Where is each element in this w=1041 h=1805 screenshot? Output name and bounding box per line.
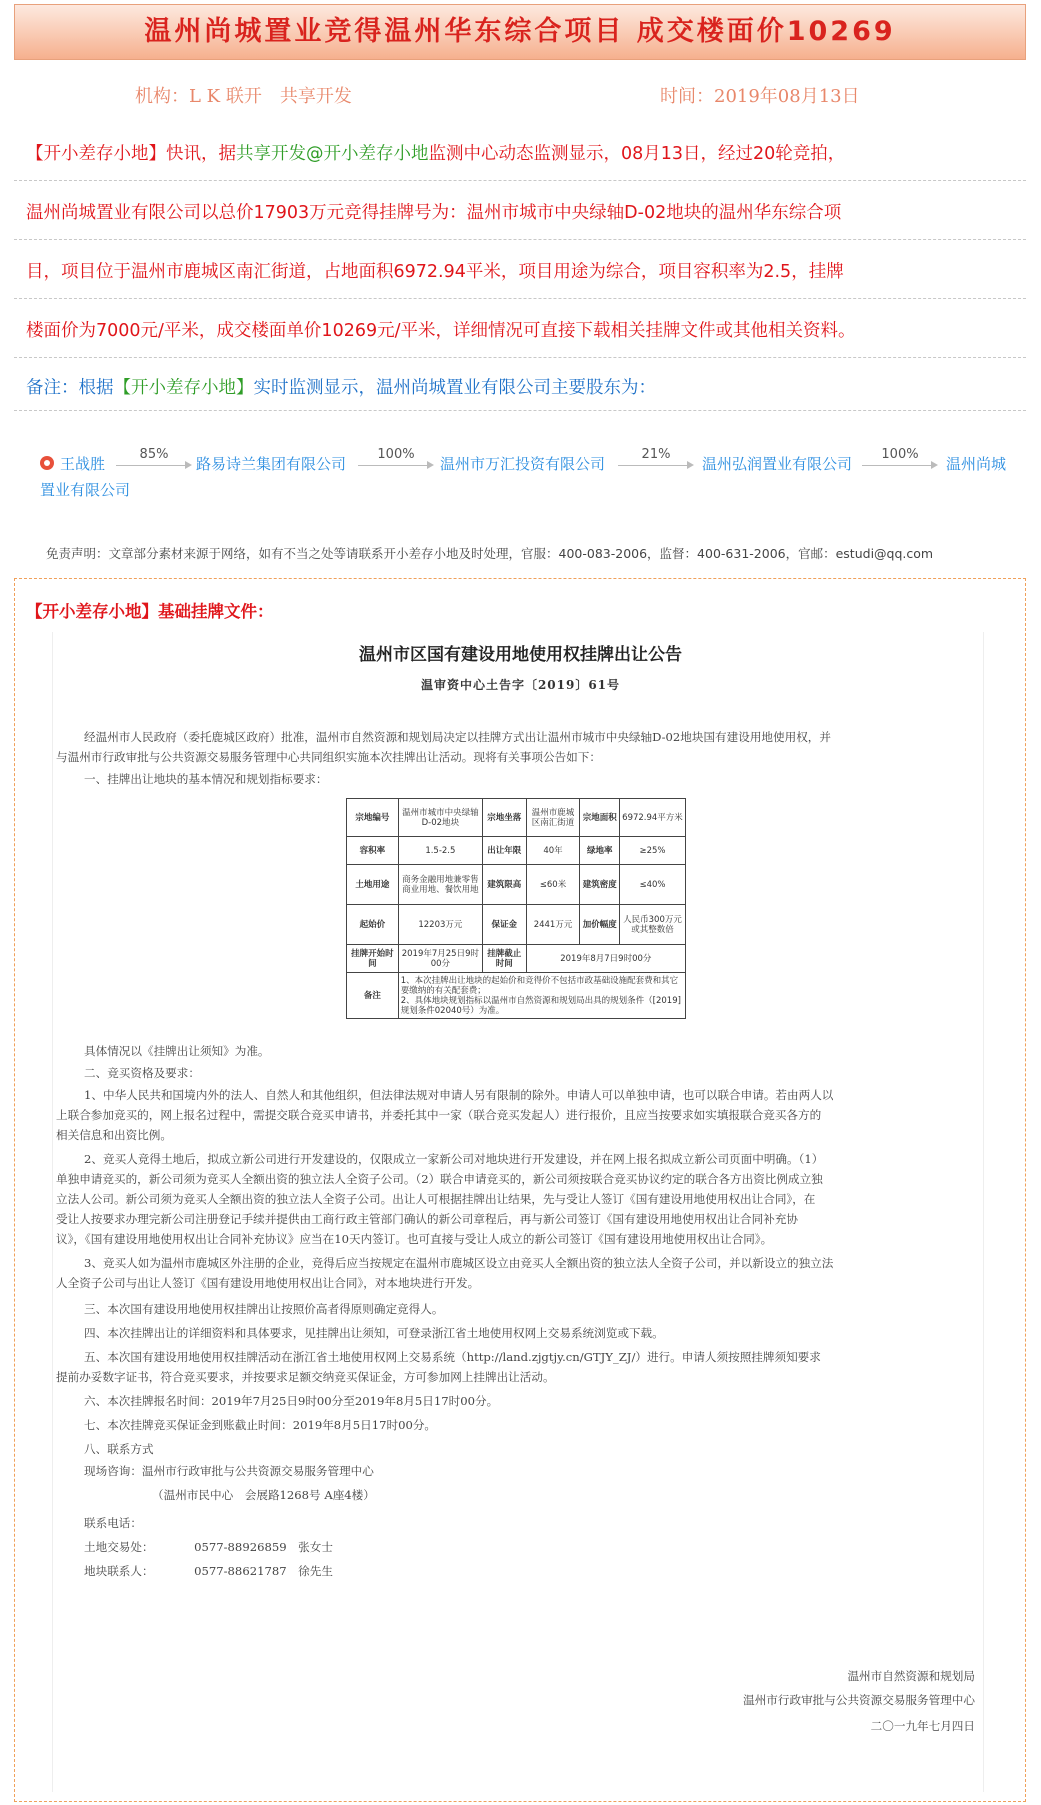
contact-text: 现场咨询：温州市行政审批与公共资源交易服务管理中心 xyxy=(84,1464,374,1478)
divider xyxy=(14,357,1026,358)
article-line-4: 楼面价为7000元/平米，成交楼面单价10269元/平米，详细情况可直接下载相关挂牌文件或其他相关资料。 xyxy=(26,321,856,341)
notice-text: 上联合参加竞买的，网上报名过程中，需提交联合竞买申请书，并委托其中一家（联合竞买发起人）进行报价，且应当按要求如实填报联合竞买各方的 xyxy=(56,1108,822,1122)
share-percent: 100% xyxy=(377,447,415,462)
meta-organization: 机构：L K 联开 共享开发 xyxy=(135,86,352,107)
notice-section: 七、本次挂牌竞买保证金到账截止时间：2019年8月5日17时00分。 xyxy=(84,1418,437,1432)
article-headline: 温州尚城置业竞得温州华东综合项目 成交楼面价10269 xyxy=(14,4,1026,60)
notice-number: 温审资中心土告字〔2019〕61号 xyxy=(420,678,621,692)
notice-title: 温州市区国有建设用地使用权挂牌出让公告 xyxy=(359,645,682,665)
notice-text: 受让人按要求办理完新公司注册登记手续并提供由工商行政主管部门确认的新公司章程后，再与新公司签订《国有建设用地使用权出让合同补充协 xyxy=(56,1212,799,1226)
document-header: 【开小差存小地】基础挂牌文件： xyxy=(26,602,274,621)
notice-text: 经温州市人民政府（委托鹿城区政府）批准，温州市自然资源和规划局决定以挂牌方式出让温州市城市中央绿轴D-02地块国有建设用地使用权，并 xyxy=(84,730,831,744)
divider xyxy=(14,298,1026,299)
share-percent: 85% xyxy=(139,447,169,462)
source-link[interactable]: 共享开发@开小差存小地 xyxy=(236,144,429,164)
share-percent: 100% xyxy=(881,447,919,462)
notice-text: 单独申请竞买的，新公司须为竞买人全额出资的独立法人全资子公司。（2）联合申请竞买的，新公司须按联合竞买协议约定的联合各方出资比例成立独 xyxy=(56,1172,823,1186)
notice-text: 与温州市行政审批与公共资源交易服务管理中心共同组织实施本次挂牌出让活动。现将有关事项公告如下： xyxy=(56,750,601,764)
shareholder-company[interactable]: 温州弘润置业有限公司 xyxy=(702,455,853,473)
notice-section: 六、本次挂牌报名时间：2019年7月25日9时00分至2019年8月5日17时00分。 xyxy=(84,1394,499,1408)
chain-arrow xyxy=(860,447,940,473)
article-note: 备注：根据【开小差存小地】实时监测显示，温州尚城置业有限公司主要股东为： xyxy=(26,378,656,398)
contact-phone: 土地交易处： 0577-88926859 张女士 xyxy=(84,1540,333,1554)
notice-section: 八、联系方式 xyxy=(84,1442,154,1456)
disclaimer: 免责声明：文章部分素材来源于网络，如有不当之处等请联系开小差存小地及时处理，官服：400-083-2006，监督：400-631-2006，官邮：estudi@qq.com xyxy=(46,546,934,561)
target-company-cont[interactable]: 置业有限公司 xyxy=(40,481,131,499)
article-lead: 【开小差存小地】快讯，据 xyxy=(26,144,236,164)
chain-arrow xyxy=(356,447,436,473)
notice-text: 立法人公司。新公司须为竞买人全额出资的独立法人全资子公司。出让人可根据挂牌出让结果，先与受让人签订《国有建设用地使用权出让合同》，在 xyxy=(56,1192,816,1206)
shareholder-company[interactable]: 温州市万汇投资有限公司 xyxy=(440,455,606,473)
target-company[interactable]: 温州尚城 xyxy=(946,455,1007,473)
contact-text: （温州市民中心 会展路1268号 A座4楼） xyxy=(152,1488,375,1502)
issuer-1: 温州市自然资源和规划局 xyxy=(847,1669,975,1683)
chain-arrow xyxy=(616,447,696,473)
notice-text: 人全资子公司与出让人签订《国有建设用地使用权出让合同》，对本地块进行开发。 xyxy=(56,1276,480,1290)
issue-date: 二〇一九年七月四日 xyxy=(870,1719,975,1733)
parcel-spec-table: 宗地编号 温州市城市中央绿轴D-02地块 宗地坐落 温州市鹿城区南汇街道 宗地面积 6972.94平方米 容积率 1.5-2.5 出让年限 40年 绿地率 ≥25% 土地用途 商务金融用地兼零售商业用地、餐饮用地 建筑限高 ≤60米 建筑密度 ≤40% 起始价 12203万元 保证金 2441万元 加价幅度 人民币300万元或其整数倍 挂牌开始时间 2019年7月25日9时00分 挂牌截止时间 2019年8月7日9时00分 备注 1、本次挂牌出让地块的起始价和竞得价不包括市政基础设施配套费和其它要缴纳的有关配套费； 2、具体地块规划指标以温州市自然资源和规划局出具的规划条件（[2019]规划条件02040号）为准。 xyxy=(346,798,686,1019)
divider xyxy=(14,410,1026,411)
notice-text: 具体情况以《挂牌出让须知》为准。 xyxy=(84,1044,270,1058)
notice-section: 二、竞买资格及要求： xyxy=(84,1066,200,1080)
notice-text: 相关信息和出资比例。 xyxy=(56,1128,172,1142)
article-line-3: 目，项目位于温州市鹿城区南汇街道，占地面积6972.94平米，项目用途为综合，项目容积率为2.5，挂牌 xyxy=(26,262,844,282)
shareholder-person[interactable]: 王战胜 xyxy=(60,455,106,473)
notice-section: 四、本次挂牌出让的详细资料和具体要求，见挂牌出让须知，可登录浙江省土地使用权网上交易系统浏览或下载。 xyxy=(84,1326,664,1340)
contact-phone: 地块联系人： 0577-88621787 徐先生 xyxy=(84,1564,333,1578)
issuer-2: 温州市行政审批与公共资源交易服务管理中心 xyxy=(743,1693,975,1707)
notice-text: 1、中华人民共和国境内外的法人、自然人和其他组织，但法律法规对申请人另有限制的除外。申请人可以单独申请，也可以联合申请。若由两人以 xyxy=(84,1088,834,1102)
notice-section: 三、本次国有建设用地使用权挂牌出让按照价高者得原则确定竞得人。 xyxy=(84,1302,444,1316)
divider xyxy=(14,239,1026,240)
chain-arrow xyxy=(114,447,194,473)
person-icon xyxy=(40,456,54,470)
article-line-2: 温州尚城置业有限公司以总价17903万元竞得挂牌号为：温州市城市中央绿轴D-02地块的温州华东综合项 xyxy=(26,203,842,223)
shareholder-company[interactable]: 路易诗兰集团有限公司 xyxy=(196,455,347,473)
article-line-1: 【开小差存小地】快讯，据共享开发@开小差存小地监测中心动态监测显示，08月13日，经过20轮竞拍， xyxy=(26,144,846,164)
share-percent: 21% xyxy=(641,447,671,462)
notice-text: 2、竞买人竞得土地后，拟成立新公司进行开发建设的，仅限成立一家新公司对地块进行开发建设，并在网上报名拟成立新公司页面中明确。（1） xyxy=(84,1152,824,1166)
divider xyxy=(14,180,1026,181)
contact-text: 联系电话： xyxy=(84,1516,142,1530)
notice-section: 一、挂牌出让地块的基本情况和规划指标要求： xyxy=(84,772,328,786)
notice-text: 3、竞买人如为温州市鹿城区外注册的企业，竞得后应当按规定在温州市鹿城区设立由竞买人全额出资的独立法人全资子公司，并以新设立的独立法 xyxy=(84,1256,834,1270)
meta-date: 时间：2019年08月13日 xyxy=(660,86,860,107)
notice-section: 五、本次国有建设用地使用权挂牌活动在浙江省土地使用权网上交易系统（http://land.zjgtjy.cn/GTJY_ZJ/）进行。申请人须按照挂牌须知要求 xyxy=(84,1350,821,1364)
brand-link[interactable]: 【开小差存小地】 xyxy=(113,378,254,398)
notice-text: 议》，《国有建设用地使用权出让合同补充协议》应当在10天内签订。也可直接与受让人成立的新公司签订《国有建设用地使用权出让合同》。 xyxy=(56,1232,773,1246)
notice-text: 提前办妥数字证书，符合竞买要求，并按要求足额交纳竞买保证金，方可参加网上挂牌出让活动。 xyxy=(56,1370,555,1384)
